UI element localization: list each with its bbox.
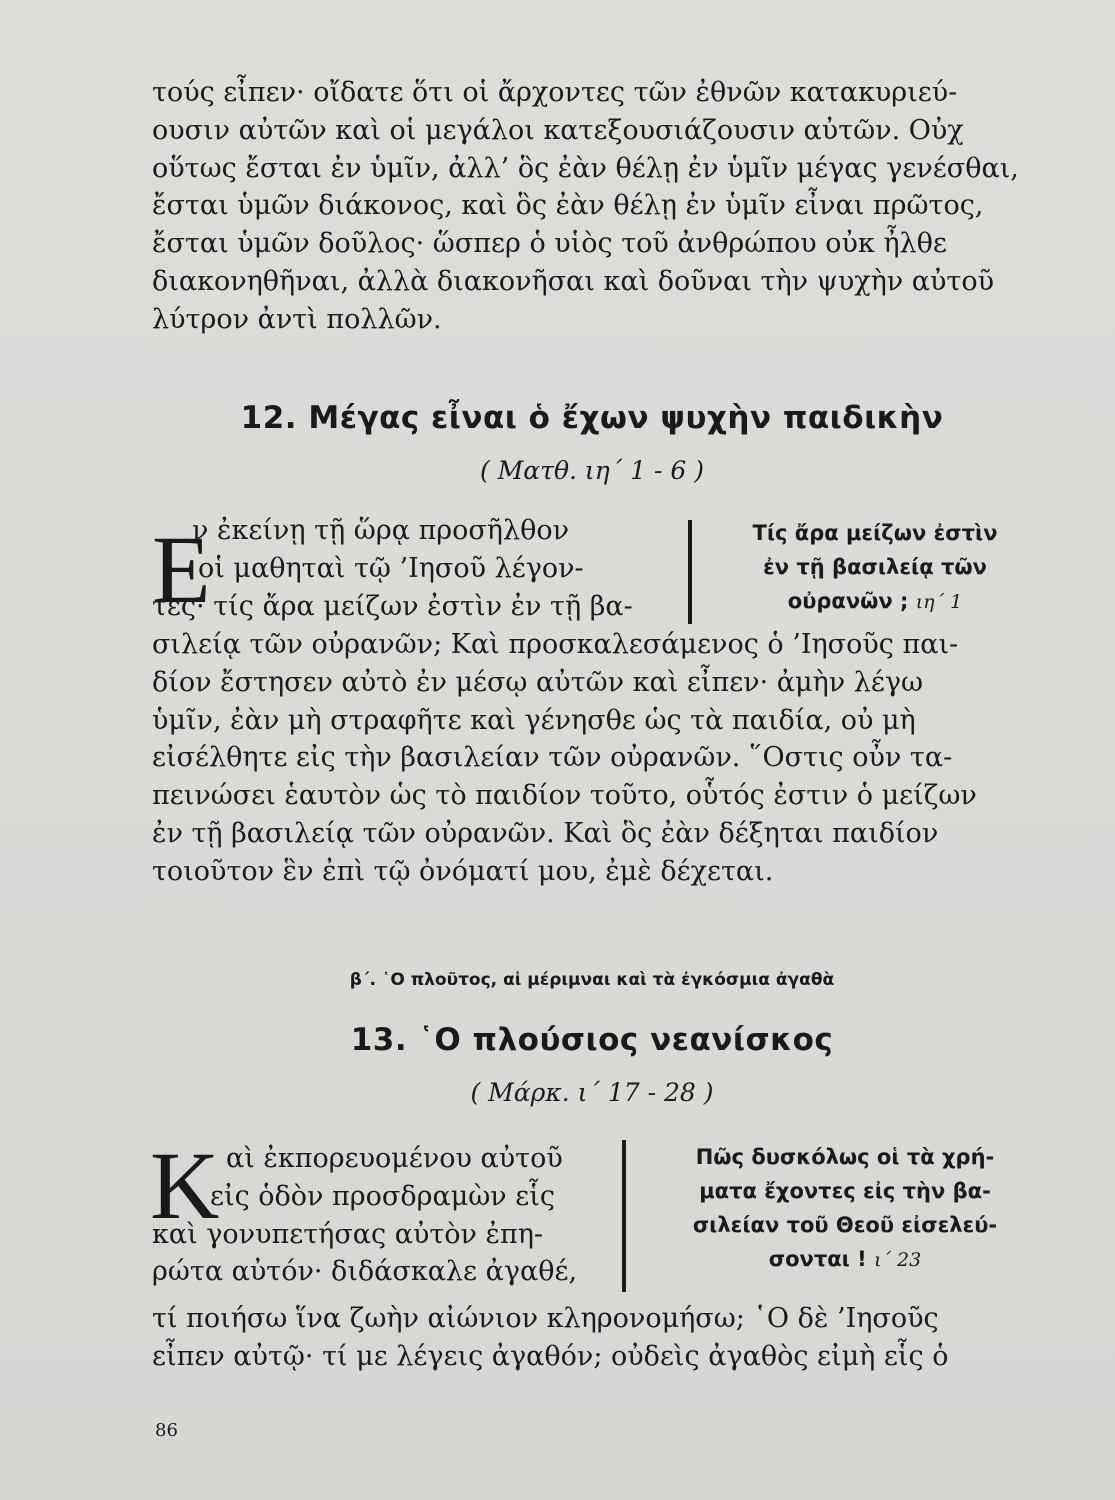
sidebar-line: σονται ! (768, 1247, 867, 1271)
sidebar-line: ἐν τῇ βασιλείᾳ τῶν (763, 555, 987, 579)
text-line: εἶπεν αὐτῷ· τί με λέγεις ἀγαθόν; οὐδεὶς ἀγαθὸς εἰμὴ εἷς ὁ (152, 1340, 949, 1372)
text-line: δίον ἔστησεν αὐτὸ ἐν μέσῳ αὐτῶν καὶ εἶπεν· ἀμὴν λέγω (152, 666, 923, 698)
section-12-opening (152, 512, 662, 625)
sidebar-line: οὐρανῶν ; (787, 589, 909, 613)
page-number: 86 (155, 1420, 178, 1441)
text-line: τες· τίς ἄρα μείζων ἐστὶν ἐν τῇ βα- (152, 590, 633, 622)
sidebar-verse: ιη΄ 1 (915, 591, 963, 613)
top-paragraph (152, 74, 1032, 339)
sidebar-line: Τίς ἄρα μείζων ἐστὶν (752, 521, 998, 545)
text-line: οὕτως ἔσται ἐν ὑμῖν, ἀλλ’ ὃς ἐὰν θέλῃ ἐν ὑμῖν μέγας γενέσθαι, (152, 152, 1019, 184)
text-line: λύτρον ἀντὶ πολλῶν. (152, 303, 442, 335)
text-line: καὶ γονυπετήσας αὐτὸν ἐπη- (152, 1218, 544, 1250)
text-line: ἐν τῇ βασιλείᾳ τῶν οὐρανῶν. Καὶ ὃς ἐὰν δέξηται παιδίον (152, 817, 939, 849)
section-13-sidebar-note (650, 1140, 1040, 1277)
dropcap-letter: Κ (150, 1132, 220, 1239)
section-12-body (152, 626, 1032, 891)
text-line: τί ποιήσω ἵνα ζωὴν αἰώνιον κληρονομήσω; ῾Ο δὲ ’Ιησοῦς (152, 1303, 939, 1334)
text-line: διακονηθῆναι, ἀλλὰ διακονῆσαι καὶ δοῦναι τὴν ψυχὴν αὐτοῦ (152, 265, 995, 297)
sidebar-line: ματα ἔχοντες εἰς τὴν βα- (699, 1179, 991, 1203)
subsection-heading: β΄. ῾Ο πλοῦτος, αἱ μέριμναι καὶ τὰ ἐγκόσμια ἀγαθὰ (349, 970, 835, 990)
text-line: ὑμῖν, ἐὰν μὴ στραφῆτε καὶ γένησθε ὡς τὰ παιδία, οὐ μὴ (152, 704, 916, 736)
section-13-opening (150, 1132, 602, 1291)
sidebar-line: σιλείαν τοῦ Θεοῦ εἰσελεύ- (692, 1213, 998, 1237)
text-line: αὶ ἐκπορευομένου αὐτοῦ (226, 1143, 563, 1174)
text-line: σιλείᾳ τῶν οὐρανῶν; Καὶ προσκαλεσάμενος ὁ ’Ιησοῦς παι- (152, 629, 959, 660)
margin-rule (622, 1140, 626, 1292)
text-line: πεινώσει ἑαυτὸν ὡς τὸ παιδίον τοῦτο, οὗτός ἐστιν ὁ μείζων (152, 780, 977, 812)
sidebar-line: Πῶς δυσκόλως οἱ τὰ χρή- (695, 1145, 995, 1169)
text-line: ἔσται ὑμῶν διάκονος, καὶ ὃς ἐὰν θέλῃ ἐν ὑμῖν εἶναι πρῶτος, (152, 190, 984, 222)
text-line: ἔσται ὑμῶν δοῦλος· ὥσπερ ὁ υἱὸς τοῦ ἀνθρώπου οὐκ ἦλθε (152, 228, 947, 260)
text-line: τοιοῦτον ἓν ἐπὶ τῷ ὀνόματί μου, ἐμὲ δέχεται. (152, 855, 774, 887)
text-line: ρώτα αὐτόν· διδάσκαλε ἀγαθέ, (152, 1256, 578, 1288)
text-line: ν ἐκείνῃ τῇ ὥρᾳ προσῆλθον (192, 515, 570, 546)
section-12-sidebar-note (712, 516, 1038, 619)
section-13-title: 13. ῾Ο πλούσιος νεανίσκος (350, 1022, 834, 1058)
sidebar-verse: ι΄ 23 (874, 1249, 922, 1271)
text-line: τούς εἶπεν· οἴδατε ὅτι οἱ ἄρχοντες τῶν ἐθνῶν κατακυριεύ- (152, 77, 958, 108)
section-12-title: 12. Μέγας εἶναι ὁ ἔχων ψυχὴν παιδικὴν (240, 400, 944, 436)
text-line: οἱ μαθηταὶ τῷ ’Ιησοῦ λέγον- (198, 552, 584, 584)
section-13-body (152, 1300, 1032, 1376)
text-line: ουσιν αὐτῶν καὶ οἱ μεγάλοι κατεξουσιάζουσιν αὐτῶν. Οὐχ (152, 114, 964, 146)
text-line: εἰσέλθητε εἰς τὴν βασιλείαν τῶν οὐρανῶν. ῞Οστις οὖν τα- (152, 742, 953, 774)
text-line: εἰς ὁδὸν προσδραμὼν εἷς (210, 1180, 555, 1212)
dropcap-letter: Ε (152, 516, 211, 623)
section-13-reference: ( Μάρκ. ι΄ 17 - 28 ) (470, 1078, 714, 1107)
margin-rule (688, 520, 692, 624)
section-12-reference: ( Ματθ. ιη΄ 1 - 6 ) (479, 456, 705, 485)
